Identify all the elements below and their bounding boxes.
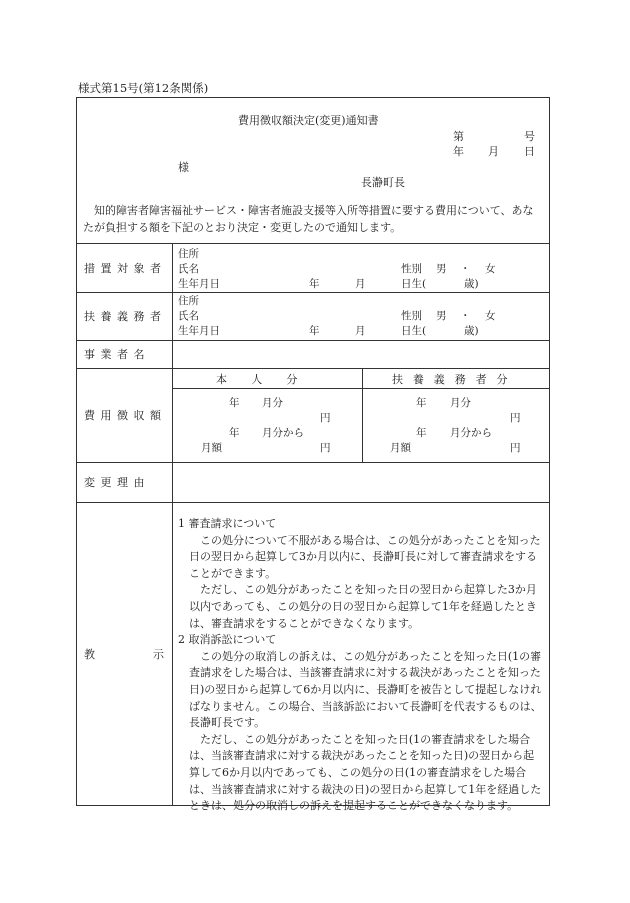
subject-birthdate-label: 生年月日 (178, 278, 220, 290)
rule-header-bottom (76, 243, 550, 244)
subject-month: 月 (355, 278, 366, 290)
addressee-suffix: 様 (178, 161, 189, 174)
supporter-from-year: 年 (416, 427, 427, 439)
subject-sex-female: 女 (485, 263, 496, 275)
document-title: 費用徴収額決定(変更)通知書 (238, 114, 379, 127)
supporter-sex-female: 女 (485, 310, 496, 322)
supporter-monthly-label: 月額 (390, 442, 411, 454)
number-suffix: 号 (524, 130, 535, 143)
business-label: 事業者名 (84, 348, 150, 361)
fee-self-header: 本人分 (216, 373, 322, 386)
supporter-from-month: 月分から (450, 427, 492, 439)
supporter-sex-male: 男 (436, 310, 447, 322)
date-year: 年 (453, 145, 464, 158)
supporter-label: 扶養義務者 (84, 310, 167, 323)
date-month: 月 (488, 145, 499, 158)
supporter-birthdate-label: 生年月日 (178, 325, 220, 337)
supporter-age-close: 歳) (464, 325, 479, 337)
supporter-sex-label: 性別 (401, 310, 422, 322)
rule-fee-header (172, 388, 550, 389)
supporter-sex-dot: ・ (460, 310, 471, 322)
rule-fee-divider (362, 368, 363, 462)
self-from-month: 月分から (262, 427, 304, 439)
self-monthly-label: 月額 (201, 442, 222, 454)
subject-name-label: 氏名 (178, 263, 199, 275)
supporter-start-month: 月分 (450, 397, 471, 409)
self-first-yen: 円 (320, 412, 331, 424)
lawsuit-paragraph-1: この処分の取消しの訴えは、この処分があったことを知った日(1の審査請求をした場合は、当該審査請求に対する裁決があったことを知った日)の翌日から起算して6か月以内に、長瀞町を被告として提起しなければなりません。この場合、当該訴訟において長瀞町を代表するものは、長瀞町長です。 (189, 649, 542, 730)
rule-subject-bottom (76, 292, 550, 293)
subject-year: 年 (309, 278, 320, 290)
supporter-start-year: 年 (416, 397, 427, 409)
self-start-month: 月分 (262, 397, 283, 409)
rule-label-column (172, 243, 173, 806)
supporter-first-yen: 円 (510, 412, 521, 424)
date-day: 日 (524, 145, 535, 158)
subject-sex-dot: ・ (460, 263, 471, 275)
fee-label: 費用徴収額 (84, 409, 167, 422)
subject-sex-label: 性別 (401, 263, 422, 275)
lawsuit-heading: 2 取消訴訟について (178, 633, 277, 647)
rule-reason-bottom (76, 502, 550, 503)
rule-business-bottom (76, 368, 550, 369)
intro-text: 知的障害者障害福祉サービス・障害者施設支援等入所等措置に要する費用について、あなたが負担する額を下記のとおり決定・変更したので通知します。 (83, 204, 534, 234)
supporter-name-label: 氏名 (178, 310, 199, 322)
instruction-body (178, 516, 544, 815)
subject-age-close: 歳) (464, 278, 479, 290)
form-number-label: 様式第15号(第12条関係) (78, 81, 209, 95)
self-from-year: 年 (229, 427, 240, 439)
subject-day-age-open: 日生( (401, 278, 427, 290)
self-monthly-yen: 円 (320, 442, 331, 454)
supporter-day-age-open: 日生( (401, 325, 427, 337)
change-reason-label: 変更理由 (84, 476, 150, 489)
rule-fee-bottom (76, 462, 550, 463)
lawsuit-paragraph-2: ただし、この処分があったことを知った日(1の審査請求をした場合は、当該審査請求に対する裁決があったことを知った日)の翌日から起算して6か月以内であっても、この処分の日(1の審査請求をした場合は、当該審査請求に対する裁決の日)の翌日から起算して1年を経過したときは、処分の取消しの訴えを提起することができなくなります。 (189, 732, 542, 813)
supporter-year: 年 (309, 325, 320, 337)
appeal-paragraph-1: この処分について不服がある場合は、この処分があったことを知った日の翌日から起算して3か月以内に、長瀞町長に対して審査請求をすることができます。 (189, 533, 541, 580)
self-start-year: 年 (229, 397, 240, 409)
supporter-month: 月 (355, 325, 366, 337)
rule-supporter-bottom (76, 340, 550, 341)
fee-supporter-header: 扶養義務者分 (392, 373, 518, 386)
issuer-name: 長瀞町長 (361, 176, 405, 189)
supporter-address-label: 住所 (178, 295, 199, 307)
subject-label: 措置対象者 (84, 262, 167, 275)
appeal-paragraph-2: ただし、この処分があったことを知った日の翌日から起算した3か月以内であっても、この処分の日の翌日から起算して1年を経過したときは、審査請求をすることができなくなります。 (189, 583, 537, 630)
supporter-monthly-yen: 円 (510, 442, 521, 454)
appeal-heading: 1 審査請求について (178, 517, 277, 530)
subject-sex-male: 男 (436, 263, 447, 275)
number-prefix: 第 (453, 130, 464, 143)
instruction-label: 教示 (84, 648, 164, 661)
subject-address-label: 住所 (178, 248, 199, 260)
